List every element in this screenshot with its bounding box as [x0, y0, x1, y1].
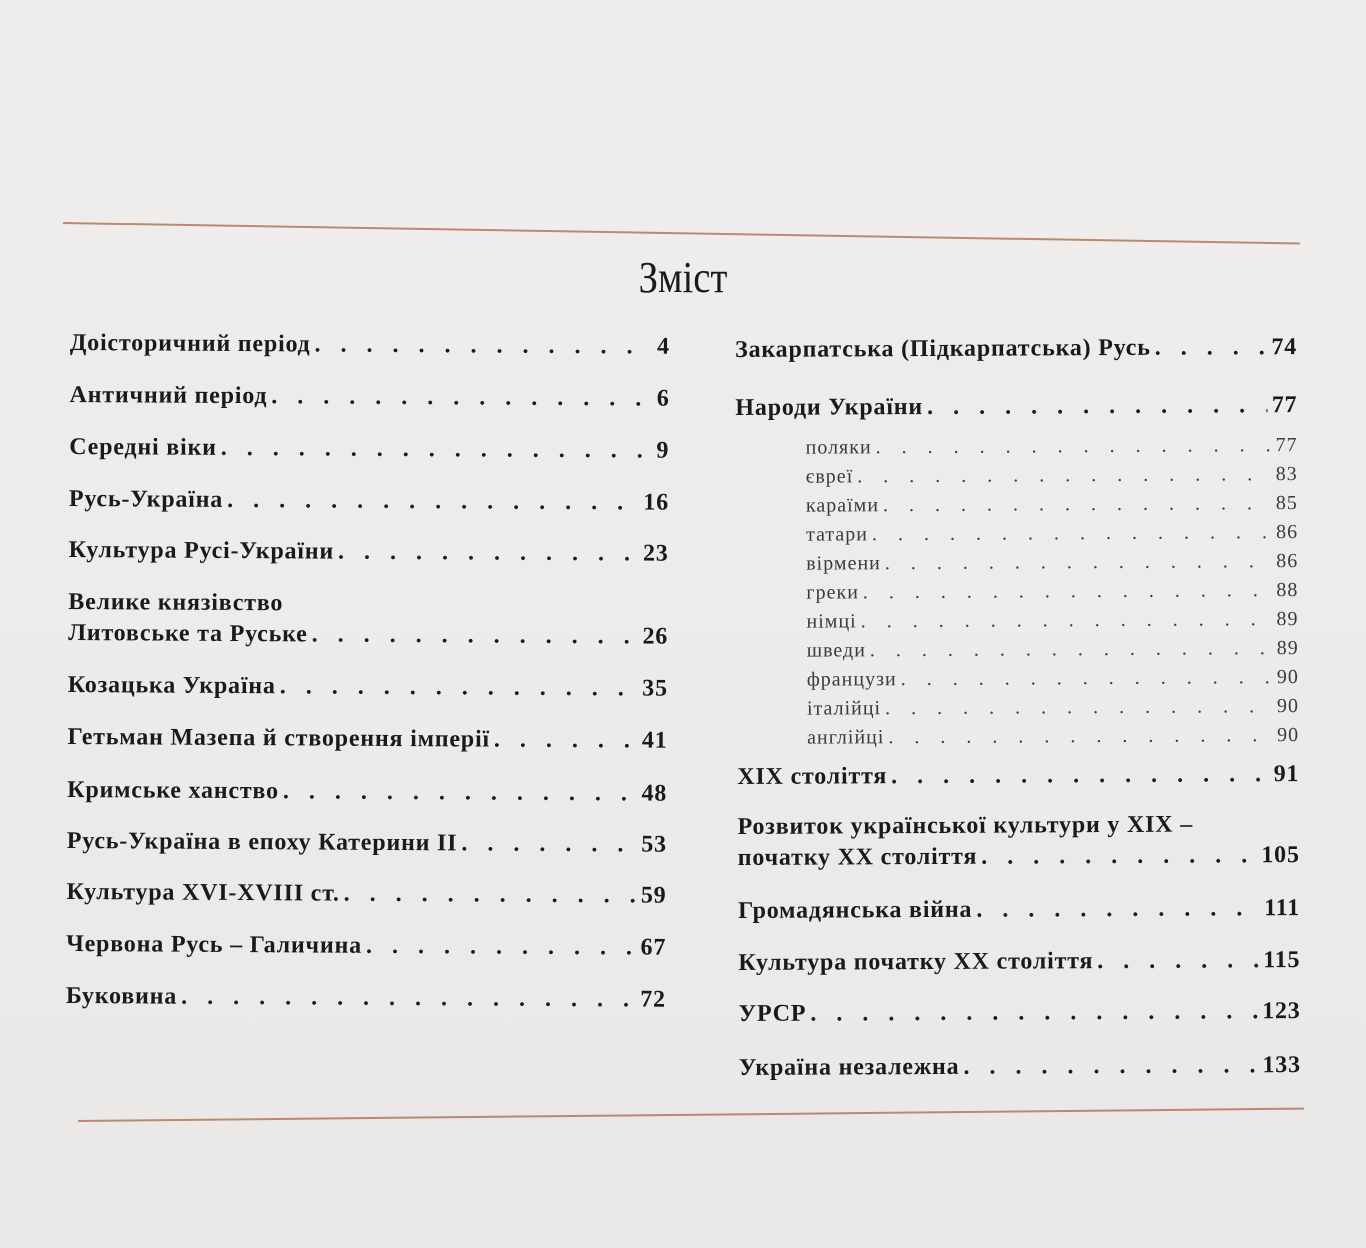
toc-entry-page: 133 [1262, 1052, 1301, 1079]
toc-entry [69, 537, 669, 568]
toc-entry [66, 931, 666, 962]
toc-subentry-page: 89 [1276, 637, 1299, 660]
toc-subentry-label: євреї [805, 465, 854, 488]
toc-leader-dots [181, 984, 636, 1014]
toc-leader-dots [1155, 334, 1268, 362]
toc-subentry-label: шведи [806, 639, 866, 662]
toc-subentry-page: 86 [1276, 550, 1299, 573]
toc-subentry-label: вірмени [806, 552, 881, 575]
toc-subentry [806, 521, 1298, 547]
toc-entry-page: 9 [656, 437, 670, 464]
toc-entry-label: Доісторичний період [69, 329, 311, 358]
toc-entry-page: 91 [1273, 761, 1300, 788]
toc-leader-dots [927, 392, 1268, 421]
toc-entry [70, 330, 670, 361]
toc-entry-page: 53 [641, 831, 667, 858]
toc-leader-dots [280, 673, 639, 702]
toc-entry-label: Буковина [65, 982, 178, 1010]
toc-entry [735, 392, 1297, 422]
toc-subentry-page: 90 [1276, 666, 1299, 689]
toc-entry [735, 334, 1297, 364]
toc-entry-page: 77 [1271, 392, 1298, 419]
toc-subentry-page: 89 [1276, 608, 1299, 631]
toc-entry-page: 74 [1271, 334, 1298, 361]
toc-leader-dots [857, 463, 1272, 488]
toc-leader-dots [870, 637, 1273, 662]
toc-entry [66, 879, 666, 910]
toc-leader-dots [891, 761, 1270, 790]
toc-leader-dots [461, 830, 637, 858]
toc-subentry-page: 90 [1277, 724, 1300, 747]
top-rule [63, 222, 1300, 245]
toc-leader-dots [271, 383, 653, 412]
toc-leader-dots [976, 895, 1260, 923]
toc-subentry-label: італійці [806, 697, 882, 720]
toc-subentry-label: поляки [805, 436, 872, 459]
toc-entry-label: Русь-Україна в епоху Катерини ІІ [66, 827, 458, 857]
toc-entry-page: 23 [642, 540, 669, 567]
toc-subentry [806, 608, 1298, 634]
toc-subentry-label: французи [806, 668, 897, 691]
toc-entry-label: Громадянська війна [737, 896, 973, 924]
toc-subentry [807, 695, 1299, 721]
toc-entry-label: Культура Русі-України [68, 536, 335, 565]
toc-entry-page: 59 [640, 882, 667, 909]
toc-subentry [806, 463, 1298, 489]
toc-subentry-page: 77 [1275, 434, 1298, 457]
toc-entry [739, 1052, 1301, 1082]
toc-entry-page: 105 [1261, 842, 1300, 869]
toc-subentry-label: англійці [807, 726, 885, 749]
toc-entry-page: 115 [1263, 947, 1301, 974]
toc-entry-label: Гетьман Мазепа й створення імперії [67, 723, 491, 753]
toc-leader-dots [338, 539, 639, 568]
toc-leader-dots [885, 695, 1273, 720]
toc-subentry [806, 492, 1298, 518]
toc-leader-dots [883, 492, 1272, 517]
toc-subentry [806, 434, 1298, 460]
toc-subentry [806, 550, 1298, 576]
toc-entry-label: Античний період [69, 381, 268, 410]
toc-entry [69, 486, 669, 517]
toc-entry-label: Україна незалежна [738, 1053, 960, 1081]
toc-entry-page: 26 [642, 623, 669, 650]
toc-leader-dots [366, 933, 637, 962]
toc-entry-label-line1: Розвиток української культури у XIX – [737, 811, 1194, 840]
bottom-rule [78, 1108, 1304, 1122]
toc-entry-page: 6 [656, 385, 670, 412]
toc-subentry-page: 85 [1275, 492, 1298, 515]
toc-entry-label: Закарпатська (Підкарпатська) Русь [735, 334, 1151, 363]
toc-entry-label: УРСР [738, 1000, 807, 1027]
page-title: Зміст [638, 253, 728, 302]
toc-entry [69, 434, 669, 465]
toc-entry-label: Козацька Україна [67, 671, 276, 700]
toc-entry-label: Народи України [735, 394, 924, 421]
toc-subentry [807, 666, 1299, 692]
toc-subentry-page: 90 [1276, 695, 1300, 718]
toc-leader-dots [981, 842, 1257, 870]
toc-entry-page: 35 [642, 675, 668, 702]
toc-subentry-page: 88 [1276, 579, 1299, 602]
toc-leader-dots [901, 666, 1273, 691]
toc-entry [738, 998, 1300, 1028]
toc-entry-label: Червона Русь – Галичина [66, 930, 363, 959]
toc-leader-dots [888, 724, 1273, 749]
toc-entry-page: 72 [640, 986, 666, 1013]
toc-leader-dots [227, 487, 639, 517]
toc-subentry [806, 579, 1298, 605]
toc-leader-dots [344, 881, 637, 910]
toc-entry-label: Культура XVI-XVIII ст. [66, 878, 340, 907]
toc-leader-dots [872, 521, 1272, 546]
toc-entry-page: 4 [656, 333, 670, 360]
toc-leader-dots [876, 434, 1272, 459]
toc-entry [68, 672, 668, 703]
toc-entry-label: Русь-Україна [68, 485, 224, 513]
toc-entry [737, 761, 1299, 791]
toc-right-column [735, 330, 1301, 1081]
toc-entry-label: початку XX століття [737, 843, 978, 871]
toc-entry-page: 41 [641, 727, 668, 754]
toc-entry-label: Кримське ханство [67, 776, 279, 805]
toc-leader-dots [963, 1052, 1258, 1081]
toc-entry-page: 111 [1264, 895, 1301, 922]
toc-subentry-page: 86 [1275, 521, 1299, 544]
toc-leader-dots [312, 621, 639, 650]
toc-leader-dots [314, 331, 653, 360]
toc-entry-page: 48 [641, 780, 668, 807]
toc-entry-label: XIX століття [737, 763, 888, 790]
toc-left-column [65, 326, 670, 1013]
toc-subentry-label: караїми [805, 494, 880, 517]
toc-subentry-label: татари [805, 523, 869, 546]
toc-entry [66, 983, 666, 1014]
toc-entry [737, 811, 1300, 872]
toc-leader-dots [221, 435, 653, 465]
toc-subentry [807, 724, 1299, 750]
toc-subentry-label: греки [806, 581, 859, 604]
toc-entry [738, 895, 1300, 925]
toc-entry-label-line1: Велике князівство [68, 588, 284, 617]
toc-entry-page: 123 [1262, 998, 1301, 1025]
toc-entry-label: Культура початку XX століття [738, 948, 1094, 976]
toc-subentry-label: німці [806, 610, 857, 633]
toc-subentry-page: 83 [1275, 463, 1298, 486]
toc-leader-dots [1097, 947, 1259, 975]
toc-subentry [807, 637, 1299, 663]
toc-entry-page: 16 [643, 489, 670, 516]
toc-entry-page: 67 [640, 934, 667, 961]
toc-entry [67, 724, 667, 755]
toc-entry-label: Середні віки [69, 433, 217, 461]
toc-entry-label: Литовське та Руське [68, 619, 308, 648]
toc-entry [69, 382, 669, 413]
toc-leader-dots [885, 550, 1272, 575]
toc-entry [67, 828, 667, 859]
toc-leader-dots [494, 727, 638, 755]
toc-leader-dots [863, 579, 1273, 604]
toc-entry [738, 947, 1300, 977]
toc-entry [67, 777, 667, 808]
toc-leader-dots [283, 778, 638, 807]
toc-leader-dots [861, 608, 1273, 633]
toc-leader-dots [810, 998, 1258, 1027]
toc-entry [68, 588, 669, 651]
